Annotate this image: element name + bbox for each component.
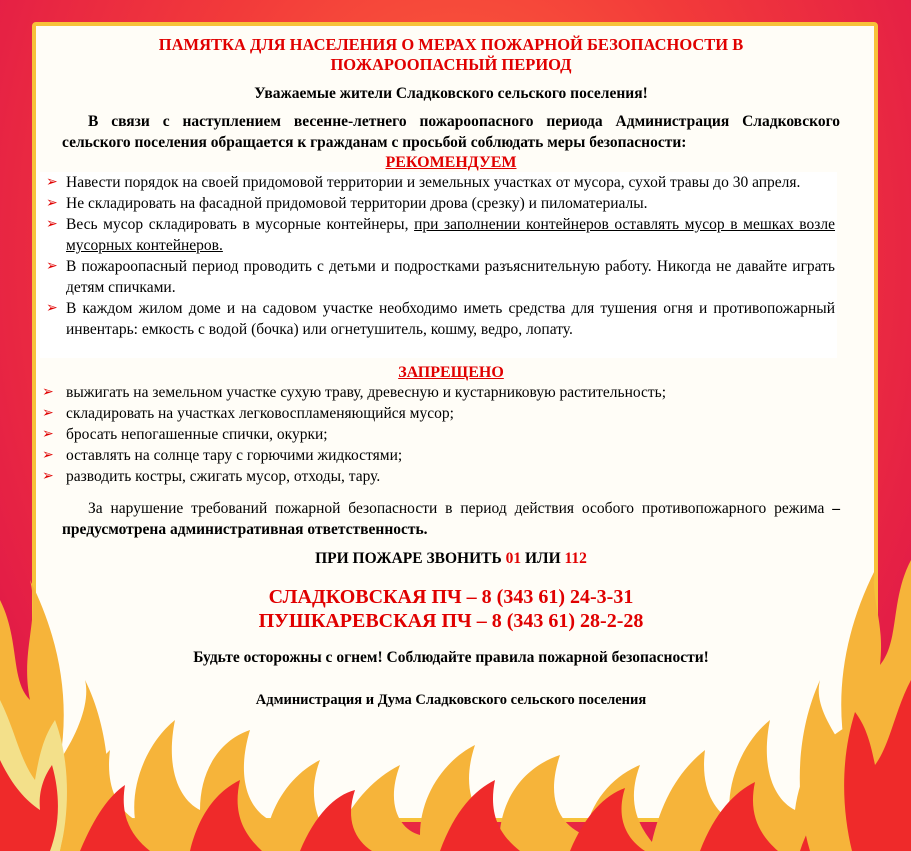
list-item: ➢ Весь мусор складировать в мусорные контейнеры, при заполнении контейнеров оставлять мусор в мешках возле мусорных контейнеров. [46,216,836,254]
arrow-bullet-icon: ➢ [46,175,58,190]
fire-station-phone: СЛАДКОВСКАЯ ПЧ – 8 (343 61) 24-3-31 [268,586,634,608]
arrow-bullet-icon: ➢ [42,385,54,400]
poster-content [42,30,840,709]
recommend-box [40,172,837,358]
arrow-bullet-icon: ➢ [46,217,58,232]
greeting: Уважаемые жители Сладковского сельского поселения! [254,85,648,102]
safety-warning: Будьте осторожны с огнем! Соблюдайте правила пожарной безопасности! [193,649,709,666]
arrow-bullet-icon: ➢ [46,259,58,274]
list-item: ➢ Не складировать на фасадной придомовой территории дрова (срезку) и пиломатериалы. [46,195,648,212]
arrow-bullet-icon: ➢ [42,406,54,421]
emergency-number-01: 01 [505,550,522,567]
intro-paragraph: В связи с наступлением весенне-летнего пожароопасного периода Администрация Сладковского сельского поселения обращается к гражданам с просьбой соблюдать меры безопасности: [62,113,840,151]
list-item: ➢ выжигать на земельном участке сухую траву, древесную и кустарниковую растительность; [42,384,667,401]
fire-station-phone: ПУШКАРЕВСКАЯ ПЧ – 8 (343 61) 28-2-28 [258,610,644,632]
list-item: ➢ оставлять на солнце тару с горючими жидкостями; [42,447,403,464]
prohibit-list [36,382,840,487]
prohibit-box [36,382,840,487]
emergency-number-112: 112 [564,550,587,567]
underlined-instruction: при заполнении контейнеров оставлять мусор в мешках возле мусорных контейнеров. [66,216,836,254]
poster-title: ПАМЯТКА ДЛЯ НАСЕЛЕНИЯ О МЕРАХ ПОЖАРНОЙ БЕЗОПАСНОСТИ В ПОЖАРООПАСНЫЙ ПЕРИОД [158,35,744,74]
fire-station-phones [62,585,840,633]
list-item: ➢ Навести порядок на своей придомовой территории и земельных участках от мусора, сухой травы до 30 апреля. [46,174,801,191]
list-item: ➢ разводить костры, сжигать мусор, отходы, тару. [42,468,381,485]
list-item: ➢ складировать на участках легковоспламеняющийся мусор; [42,405,454,422]
list-item: ➢ бросать непогашенные спички, окурки; [42,426,328,443]
arrow-bullet-icon: ➢ [42,469,54,484]
recommend-list [40,172,837,340]
prohibit-heading: ЗАПРЕЩЕНО [398,364,504,381]
list-item: ➢ В пожароопасный период проводить с детьми и подростками разъяснительную работу. Никогда не давайте играть детям спичками. [46,258,835,296]
arrow-bullet-icon: ➢ [46,196,58,211]
arrow-bullet-icon: ➢ [42,427,54,442]
recommend-heading: РЕКОМЕНДУЕМ [385,154,517,171]
liability-paragraph: За нарушение требований пожарной безопасности в период действия особого противопожарного режима – предусмотрена административная ответственность. [62,500,840,538]
arrow-bullet-icon: ➢ [46,301,58,316]
list-item: ➢ В каждом жилом доме и на садовом участке необходимо иметь средства для тушения огня и противопожарный инвентарь: емкость с водой (бочка) или огнетушитель, кошму, ведро, лопату. [46,300,835,338]
signature: Администрация и Дума Сладковского сельского поселения [255,692,647,708]
arrow-bullet-icon: ➢ [42,448,54,463]
emergency-call-line: ПРИ ПОЖАРЕ ЗВОНИТЬ 01 ИЛИ 112 [315,550,587,567]
